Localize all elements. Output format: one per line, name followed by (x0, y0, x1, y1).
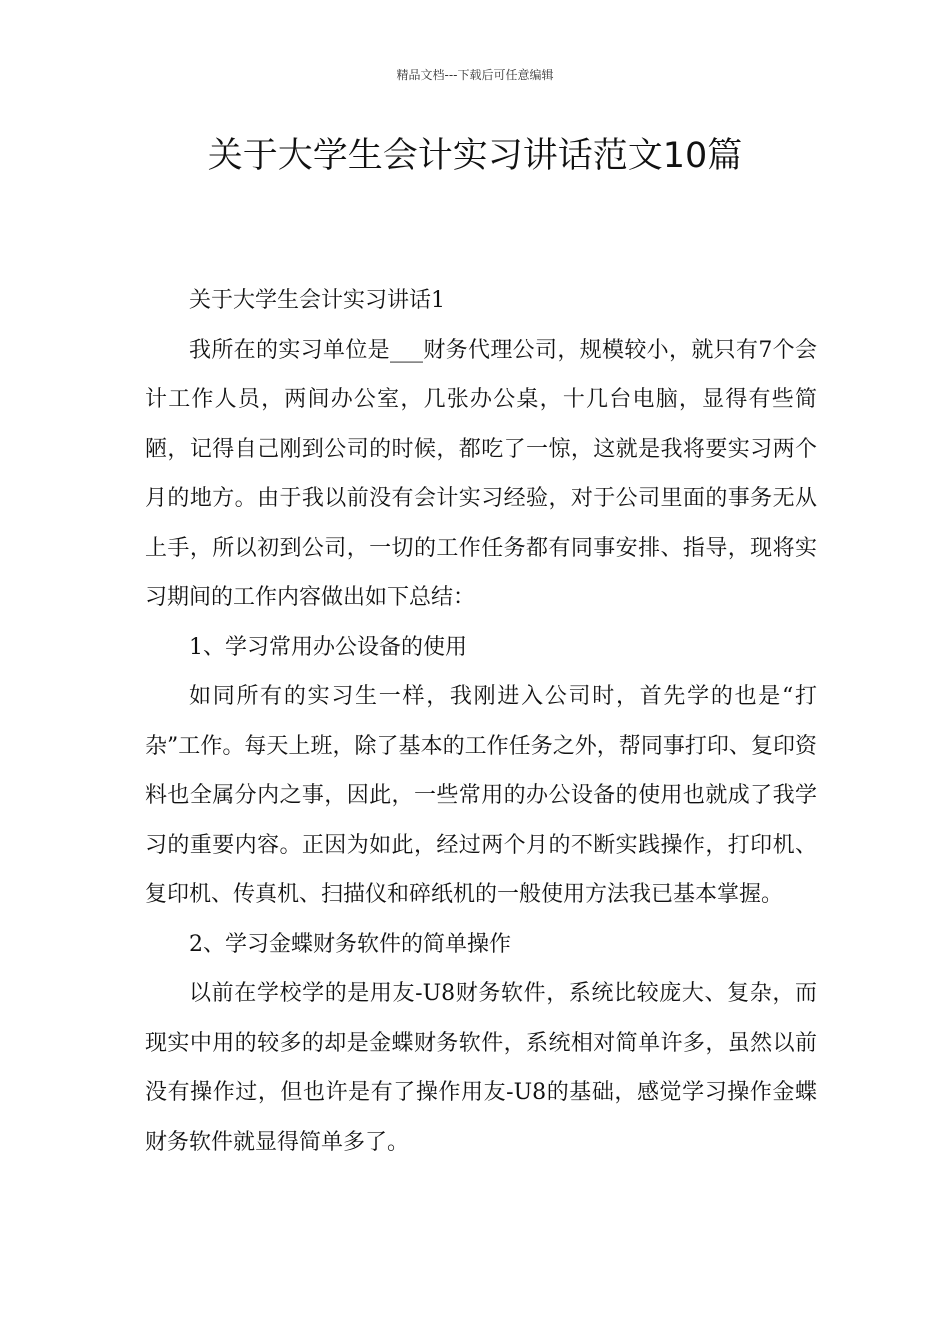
header-note: 精品文档---下载后可任意编辑 (396, 68, 554, 82)
section-heading: 关于大学生会计实习讲话1 (189, 288, 445, 313)
subsection-heading: 2、学习金蝶财务软件的简单操作 (189, 931, 511, 957)
document-title: 关于大学生会计实习讲话范文10篇 (207, 136, 743, 176)
document-body (145, 276, 817, 1167)
paragraph: 以前在学校学的是用友-U8财务软件，系统比较庞大、复杂，而现实中用的较多的却是金蝶财务软件，系统相对简单许多，虽然以前没有操作过，但也许是有了操作用友-U8的基础，感觉学习操作金蝶财务软件就显得简单多了。 (145, 981, 817, 1155)
subsection-heading: 1、学习常用办公设备的使用 (189, 634, 467, 660)
paragraph: 我所在的实习单位是___财务代理公司，规模较小，就只有7个会计工作人员，两间办公室，几张办公桌，十几台电脑，显得有些简陋，记得自己刚到公司的时候，都吃了一惊，这就是我将要实习两个月的地方。由于我以前没有会计实习经验，对于公司里面的事务无从上手，所以初到公司，一切的工作任务都有同事安排、指导，现将实习期间的工作内容做出如下总结： (145, 337, 817, 610)
paragraph: 如同所有的实习生一样，我刚进入公司时，首先学的也是“打杂”工作。每天上班，除了基本的工作任务之外，帮同事打印、复印资料也全属分内之事，因此，一些常用的办公设备的使用也就成了我学习的重要内容。正因为如此，经过两个月的不断实践操作，打印机、复印机、传真机、扫描仪和碎纸机的一般使用方法我已基本掌握。 (145, 684, 817, 907)
